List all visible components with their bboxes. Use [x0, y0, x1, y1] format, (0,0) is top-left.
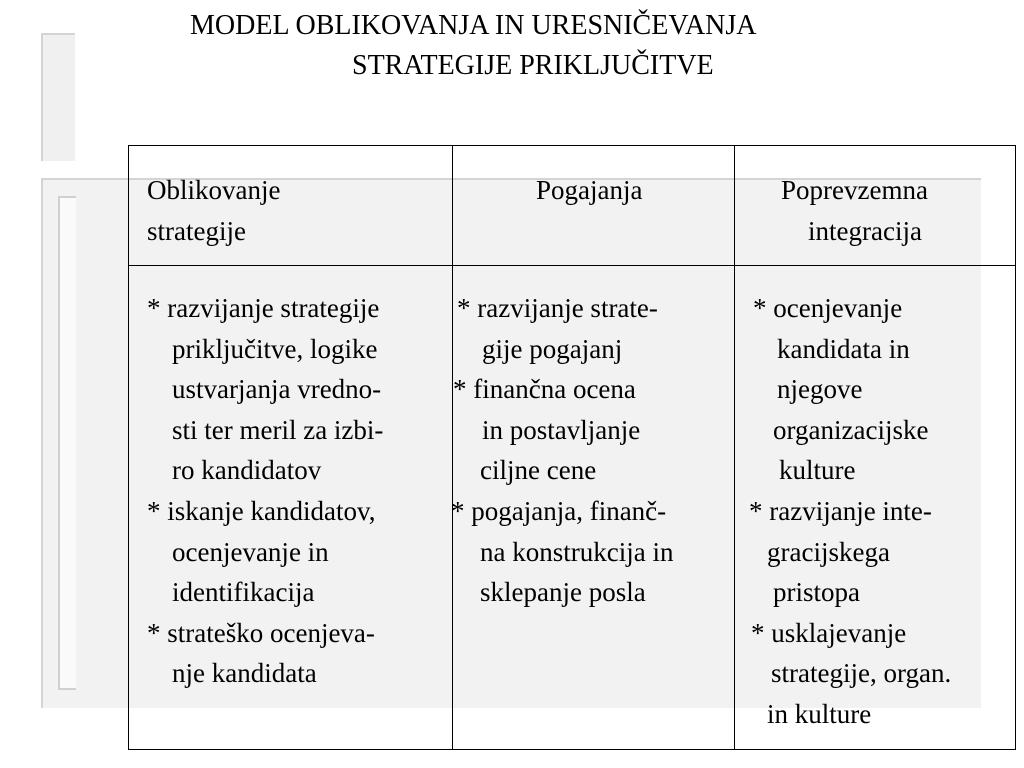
list-item: * strateško ocenjeva-	[147, 617, 375, 648]
strategy-table	[128, 145, 1016, 750]
list-item: * ocenjevanje	[753, 293, 903, 323]
list-item: gracijskega	[767, 536, 890, 567]
list-item: in postavljanje	[482, 414, 641, 445]
list-item: sklepanje posla	[480, 577, 646, 608]
list-item: ustvarjanja vredno-	[172, 374, 382, 405]
list-item: njegove	[777, 374, 863, 405]
list-item: na konstrukcija in	[480, 536, 674, 567]
list-item: ocenjevanje in	[172, 536, 329, 567]
header-text: integracija	[808, 215, 922, 246]
title-line-2: STRATEGIJE PRIKLJUČITVE	[352, 50, 714, 81]
list-item: * razvijanje strategije	[147, 293, 380, 323]
list-item: ciljne cene	[480, 455, 597, 486]
title-line-1: MODEL OBLIKOVANJA IN URESNIČEVANJA	[190, 10, 757, 41]
list-item: kandidata in	[777, 333, 910, 364]
list-item: nje kandidata	[172, 658, 317, 689]
list-item: * razvijanje strate-	[457, 293, 658, 323]
column-divider	[734, 146, 735, 749]
list-item: * iskanje kandidatov,	[147, 496, 376, 526]
decor-bracket	[58, 196, 76, 690]
list-item: in kulture	[767, 699, 872, 729]
list-item: identifikacija	[172, 577, 315, 608]
list-item: * pogajanja, finanč-	[451, 496, 667, 526]
header-divider	[129, 265, 1015, 266]
list-item: organizacijske	[773, 414, 929, 445]
column-divider	[452, 146, 453, 749]
list-item: sti ter meril za izbi-	[172, 414, 384, 445]
header-text: Pogajanja	[536, 175, 643, 205]
list-item: strategije, organ.	[771, 658, 952, 689]
header-text: strategije	[147, 215, 246, 246]
decor-frame-small	[41, 33, 75, 161]
list-item: kulture	[779, 455, 856, 486]
list-item: gije pogajanj	[482, 333, 623, 364]
list-item: pristopa	[773, 577, 860, 608]
header-text: Poprevzemna	[781, 175, 928, 205]
header-text: Oblikovanje	[147, 175, 281, 205]
list-item: * usklajevanje	[751, 617, 907, 648]
list-item: * finančna ocena	[453, 374, 636, 405]
list-item: * razvijanje inte-	[749, 496, 932, 526]
list-item: ro kandidatov	[172, 455, 322, 486]
list-item: priključitve, logike	[172, 333, 378, 364]
